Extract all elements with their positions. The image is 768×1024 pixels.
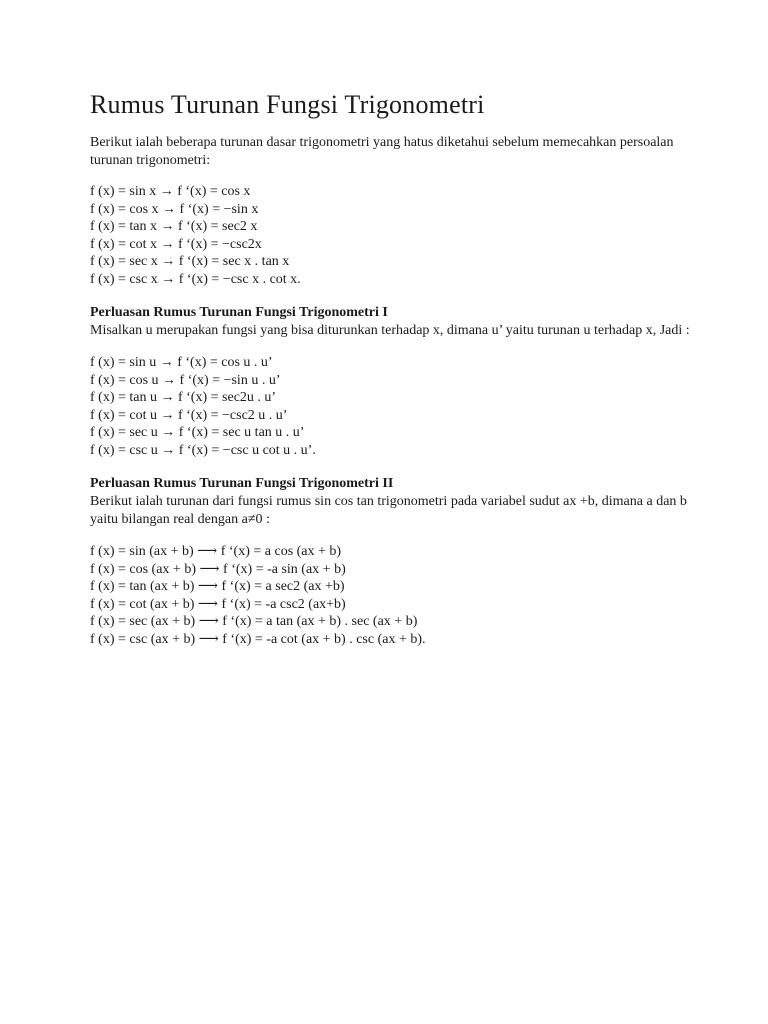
page-title: Rumus Turunan Fungsi Trigonometri <box>90 90 485 119</box>
formula-line: f (x) = tan (ax + b) ⟶ f ‘(x) = a sec2 (ax +b) <box>90 579 345 594</box>
section1-description: Misalkan u merupakan fungsi yang bisa diturunkan terhadap x, dimana u’ yaitu turunan u terhadap x, Jadi : <box>90 323 690 338</box>
formula-line: f (x) = csc (ax + b) ⟶ f ‘(x) = -a cot (ax + b) . csc (ax + b). <box>90 631 426 647</box>
formula-line: f (x) = csc u → f ‘(x) = −csc u cot u . u’. <box>90 442 316 458</box>
section2-formula-list <box>90 543 690 648</box>
formula-line: f (x) = csc x → f ‘(x) = −csc x . cot x. <box>90 271 301 287</box>
formula-line: f (x) = sin (ax + b) ⟶ f ‘(x) = a cos (ax + b) <box>90 544 342 559</box>
formula-line: f (x) = sin x → f ‘(x) = cos x <box>90 184 251 199</box>
intro-paragraph: Berikut ialah beberapa turunan dasar trigonometri yang hatus diketahui sebelum memecahkan persoalan turunan trigonometri: <box>90 135 674 168</box>
formula-line: f (x) = sec u → f ‘(x) = sec u tan u . u’ <box>90 425 305 440</box>
formula-line: f (x) = cot u → f ‘(x) = −csc2 u . u’ <box>90 407 288 423</box>
formula-line: f (x) = cot x → f ‘(x) = −csc2x <box>90 236 262 252</box>
formula-line: f (x) = cos u → f ‘(x) = −sin u . u’ <box>90 372 281 388</box>
formula-line: f (x) = cot (ax + b) ⟶ f ‘(x) = -a csc2 (ax+b) <box>90 596 346 612</box>
formula-line: f (x) = tan u → f ‘(x) = sec2u . u’ <box>90 390 277 405</box>
formula-line: f (x) = tan x → f ‘(x) = sec2 x <box>90 219 258 234</box>
section2-description: Berikut ialah turunan dari fungsi rumus sin cos tan trigonometri pada variabel sudut ax +b, dimana a dan b yaitu bilangan real dengan a≠0 : <box>90 494 687 527</box>
formula-line: f (x) = sin u → f ‘(x) = cos u . u’ <box>90 355 273 370</box>
formula-line: f (x) = sec x → f ‘(x) = sec x . tan x <box>90 254 290 269</box>
section1-heading: Perluasan Rumus Turunan Fungsi Trigonometri I <box>90 305 388 320</box>
section2-heading: Perluasan Rumus Turunan Fungsi Trigonometri II <box>90 476 394 491</box>
section1-formula-list <box>90 354 690 459</box>
formula-line: f (x) = cos x → f ‘(x) = −sin x <box>90 201 259 217</box>
document-page <box>90 88 690 664</box>
basic-formula-list <box>90 183 690 288</box>
formula-line: f (x) = cos (ax + b) ⟶ f ‘(x) = -a sin (ax + b) <box>90 561 346 577</box>
formula-line: f (x) = sec (ax + b) ⟶ f ‘(x) = a tan (ax + b) . sec (ax + b) <box>90 614 418 629</box>
